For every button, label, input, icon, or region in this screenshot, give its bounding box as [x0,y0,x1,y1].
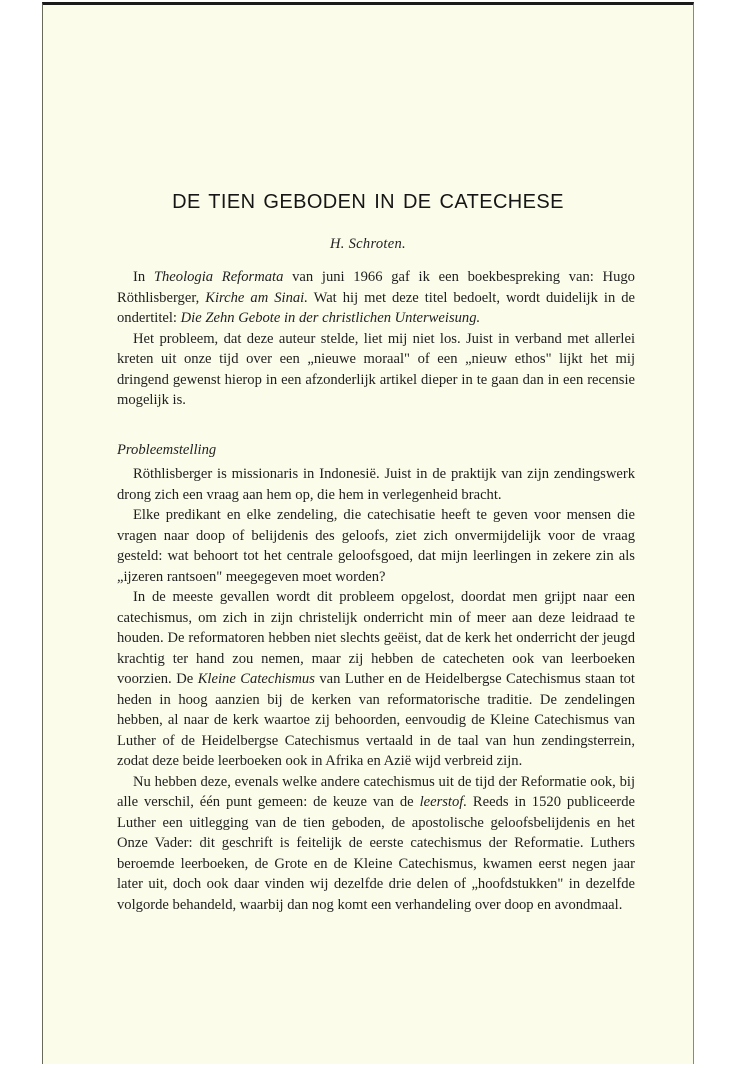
text-run: In [133,269,154,285]
article-title: DE TIEN GEBODEN IN DE CATECHESE [172,191,564,213]
text-run: In de meeste gevallen wordt dit probleem opgelost, doordat men grijpt naar een catechismus, om zich in zijn christelijk onderricht min of meer aan deze leidraad te houden. De reformatoren hebben niet slechts geëist, dat de kerk het onderricht der jeugd krachtig ter hand zou nemen, maar zij hebben de catecheten ook van leerboeken voorzien. De [117,589,635,687]
text-run: Röthlisberger is missionaris in Indonesië. Juist in de praktijk van zijn zendingswerk drong zich een vraag aan hem op, die hem in verlegenheid bracht. [117,466,635,503]
body-paragraph [117,772,635,916]
body-paragraph [117,505,635,587]
text-run: Wat hij met deze titel bedoelt, wordt duidelijk in de ondertitel: [117,289,635,326]
italic-text-run: Kleine Catechismus [197,671,315,687]
body-section [117,464,635,915]
text-run: Nu hebben deze, evenals welke andere catechismus uit de tijd der Reformatie ook, bij alle verschil, één punt gemeen: de keuze van de [117,773,635,810]
italic-text-run: leerstof. [419,794,467,810]
text-run: van juni 1966 gaf ik een boekbespreking van: Hugo Röthlisberger, [117,269,635,306]
article-author: H. Schroten. [330,236,406,252]
text-run: Reeds in 1520 publiceerde Luther een uitlegging van de tien geboden, de apostolische geloofsbelijdenis en het Onze Vader: dit geschrift is feitelijk de eerste catechismus der Reformatie. Luthers beroemde leerboeken, de Grote en de Kleine Catechismus, kwamen eerst negen jaar later uit, doch ook daar vinden wij dezelfde drie delen of „hoofdstukken" in dezelfde volgorde behandeld, waarbij dan nog komt een verhandeling over doop en avondmaal. [117,794,635,913]
text-run: Elke predikant en elke zendeling, die catechisatie heeft te geven voor mensen die vragen naar doop of belijdenis des geloofs, ziet zich onvermijdelijk voor de vraag gesteld: wat behoort tot het centrale geloofsgoed, dat mijn leerlingen in zekere zin als „ijzeren rantsoen" meegegeven moet worden? [117,507,635,585]
intro-paragraph [117,329,635,411]
intro-section [117,267,635,411]
italic-text-run: Die Zehn Gebote in der christlichen Unterweisung. [180,310,481,326]
section-heading: Probleemstelling [117,442,217,458]
body-paragraph [117,587,635,772]
text-run: van Luther en de Heidelbergse Catechismus staan tot heden in hoog aanzien bij de kerken van reformatorische traditie. De zendelingen hebben, al naar de kerk waartoe zij behoorden, eenvoudig de Kleine Catechismus van Luther of de Heidelbergse Catechismus vertaald in de taal van hun zendingsterrein, zodat deze beide leerboeken ook in Afrika en Azië wijd verbreid zijn. [117,671,635,769]
intro-paragraph [117,267,635,329]
text-run: Het probleem, dat deze auteur stelde, liet mij niet los. Juist in verband met allerlei kreten uit onze tijd over een „nieuwe moraal" of een „nieuw ethos" lijkt het mij dringend gewenst hierop in een afzonderlijk artikel dieper in te gaan dan in een recensie mogelijk is. [117,330,635,408]
document-page [42,2,694,1064]
italic-text-run: Kirche am Sinai. [205,289,308,306]
italic-text-run: Theologia Reformata [153,269,284,285]
body-paragraph [117,464,635,505]
